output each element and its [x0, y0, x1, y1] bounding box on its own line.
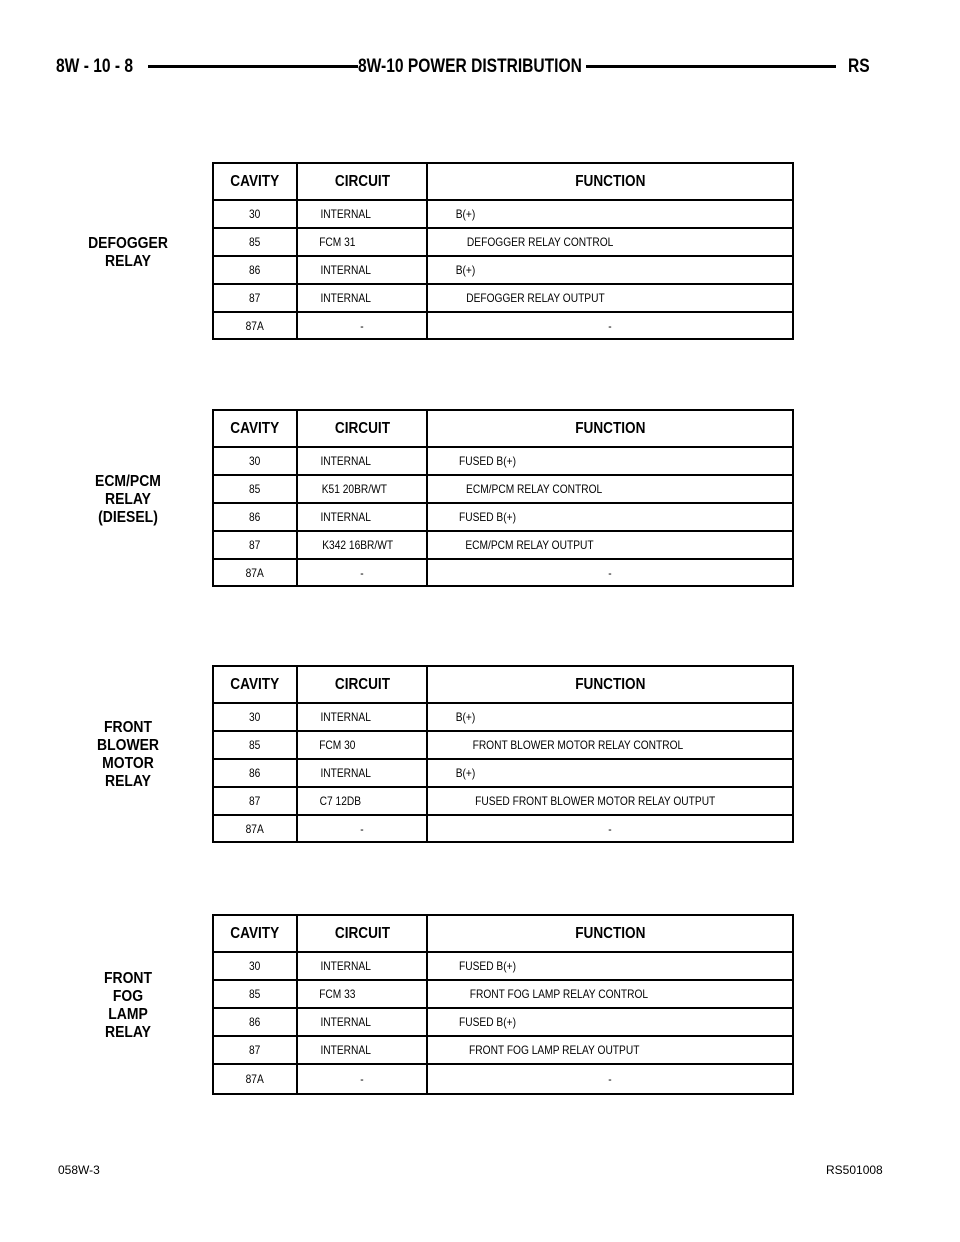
circuit-cell: INTERNAL	[298, 448, 428, 474]
table-row	[214, 446, 792, 474]
cavity-cell: 87A	[214, 816, 298, 841]
relay-table	[212, 162, 794, 340]
function-cell: ECM/PCM RELAY CONTROL	[466, 482, 603, 496]
page-header	[56, 52, 880, 82]
column-header-cavity: CAVITY	[214, 667, 298, 702]
function-cell: B(+)	[455, 207, 476, 221]
column-header-function: FUNCTION	[574, 924, 646, 942]
column-header-cavity: CAVITY	[214, 164, 298, 199]
cavity-cell: 86	[214, 504, 298, 530]
cavity-cell: 86	[214, 257, 298, 283]
table-row	[214, 1007, 792, 1035]
circuit-cell: FCM 33	[298, 981, 428, 1007]
table-row	[214, 199, 792, 227]
relay-label: DEFOGGER RELAY	[88, 235, 168, 270]
table-row	[214, 786, 792, 814]
table-row	[214, 530, 792, 558]
relay-table	[212, 914, 794, 1095]
function-cell: FUSED B(+)	[459, 1015, 516, 1029]
column-header-function: FUNCTION	[574, 419, 646, 437]
table-row	[214, 283, 792, 311]
circuit-cell: INTERNAL	[298, 953, 428, 979]
function-cell: -	[608, 821, 612, 836]
function-cell: FUSED B(+)	[459, 959, 516, 973]
circuit-cell: FCM 30	[298, 732, 428, 758]
page-title: 8W-10 POWER DISTRIBUTION	[358, 56, 582, 77]
table-header-row	[214, 411, 792, 446]
section-code: RS	[848, 56, 870, 77]
table-row	[214, 951, 792, 979]
table-row	[214, 730, 792, 758]
circuit-cell: -	[298, 816, 428, 841]
circuit-cell: -	[298, 560, 428, 585]
cavity-cell: 30	[214, 704, 298, 730]
relay-label: FRONT BLOWER MOTOR RELAY	[96, 719, 159, 790]
column-header-function: FUNCTION	[574, 675, 646, 693]
table-row	[214, 502, 792, 530]
function-cell: B(+)	[455, 263, 476, 277]
table-header-row	[214, 916, 792, 951]
table-row	[214, 1063, 792, 1093]
table-row	[214, 474, 792, 502]
function-cell: FUSED B(+)	[459, 510, 516, 524]
document-code: RS501008	[826, 1163, 883, 1177]
cavity-cell: 85	[214, 229, 298, 255]
cavity-cell: 30	[214, 201, 298, 227]
column-header-cavity: CAVITY	[214, 411, 298, 446]
table-row	[214, 311, 792, 338]
cavity-cell: 30	[214, 953, 298, 979]
function-cell: -	[608, 318, 612, 333]
circuit-cell: INTERNAL	[298, 1037, 428, 1063]
relay-table	[212, 409, 794, 587]
function-cell: FUSED FRONT BLOWER MOTOR RELAY OUTPUT	[475, 794, 716, 808]
table-row	[214, 255, 792, 283]
cavity-cell: 85	[214, 981, 298, 1007]
circuit-cell: INTERNAL	[298, 504, 428, 530]
function-cell: DEFOGGER RELAY CONTROL	[466, 235, 614, 249]
cavity-cell: 87A	[214, 1065, 298, 1093]
table-header-row	[214, 164, 792, 199]
cavity-cell: 85	[214, 476, 298, 502]
column-header-circuit: CIRCUIT	[298, 164, 428, 199]
function-cell: FRONT FOG LAMP RELAY OUTPUT	[469, 1043, 640, 1057]
figure-code: 058W-3	[58, 1163, 100, 1177]
cavity-cell: 85	[214, 732, 298, 758]
table-header-row	[214, 667, 792, 702]
function-cell: -	[608, 1072, 612, 1086]
table-row	[214, 814, 792, 841]
circuit-cell: INTERNAL	[298, 1009, 428, 1035]
cavity-cell: 87A	[214, 313, 298, 338]
table-row	[214, 702, 792, 730]
header-rule-right	[586, 65, 836, 68]
circuit-cell: INTERNAL	[298, 201, 428, 227]
circuit-cell: INTERNAL	[298, 285, 428, 311]
circuit-cell: -	[298, 1065, 428, 1093]
page-number: 8W - 10 - 8	[56, 56, 134, 77]
circuit-cell: C7 12DB	[298, 788, 428, 814]
cavity-cell: 86	[214, 1009, 298, 1035]
circuit-cell: FCM 31	[298, 229, 428, 255]
function-cell: B(+)	[455, 710, 476, 724]
table-row	[214, 558, 792, 585]
cavity-cell: 87	[214, 1037, 298, 1063]
function-cell: FRONT FOG LAMP RELAY CONTROL	[469, 987, 649, 1001]
circuit-cell: K342 16BR/WT	[298, 532, 428, 558]
circuit-cell: K51 20BR/WT	[298, 476, 428, 502]
circuit-cell: INTERNAL	[298, 704, 428, 730]
relay-label: FRONT FOG LAMP RELAY	[103, 970, 153, 1041]
relay-table	[212, 665, 794, 843]
circuit-cell: INTERNAL	[298, 760, 428, 786]
table-row	[214, 979, 792, 1007]
circuit-cell: -	[298, 313, 428, 338]
table-row	[214, 1035, 792, 1063]
function-cell: DEFOGGER RELAY OUTPUT	[466, 291, 605, 305]
cavity-cell: 86	[214, 760, 298, 786]
function-cell: B(+)	[455, 766, 476, 780]
cavity-cell: 30	[214, 448, 298, 474]
cavity-cell: 87	[214, 788, 298, 814]
cavity-cell: 87A	[214, 560, 298, 585]
column-header-cavity: CAVITY	[214, 916, 298, 951]
table-row	[214, 227, 792, 255]
cavity-cell: 87	[214, 532, 298, 558]
function-cell: FUSED B(+)	[459, 454, 516, 468]
column-header-function: FUNCTION	[574, 172, 646, 190]
column-header-circuit: CIRCUIT	[298, 667, 428, 702]
function-cell: -	[608, 565, 612, 580]
circuit-cell: INTERNAL	[298, 257, 428, 283]
column-header-circuit: CIRCUIT	[298, 916, 428, 951]
relay-label: ECM/PCM RELAY (DIESEL)	[95, 473, 161, 526]
function-cell: ECM/PCM RELAY OUTPUT	[465, 538, 594, 552]
function-cell: FRONT BLOWER MOTOR RELAY CONTROL	[472, 738, 684, 752]
cavity-cell: 87	[214, 285, 298, 311]
table-row	[214, 758, 792, 786]
column-header-circuit: CIRCUIT	[298, 411, 428, 446]
